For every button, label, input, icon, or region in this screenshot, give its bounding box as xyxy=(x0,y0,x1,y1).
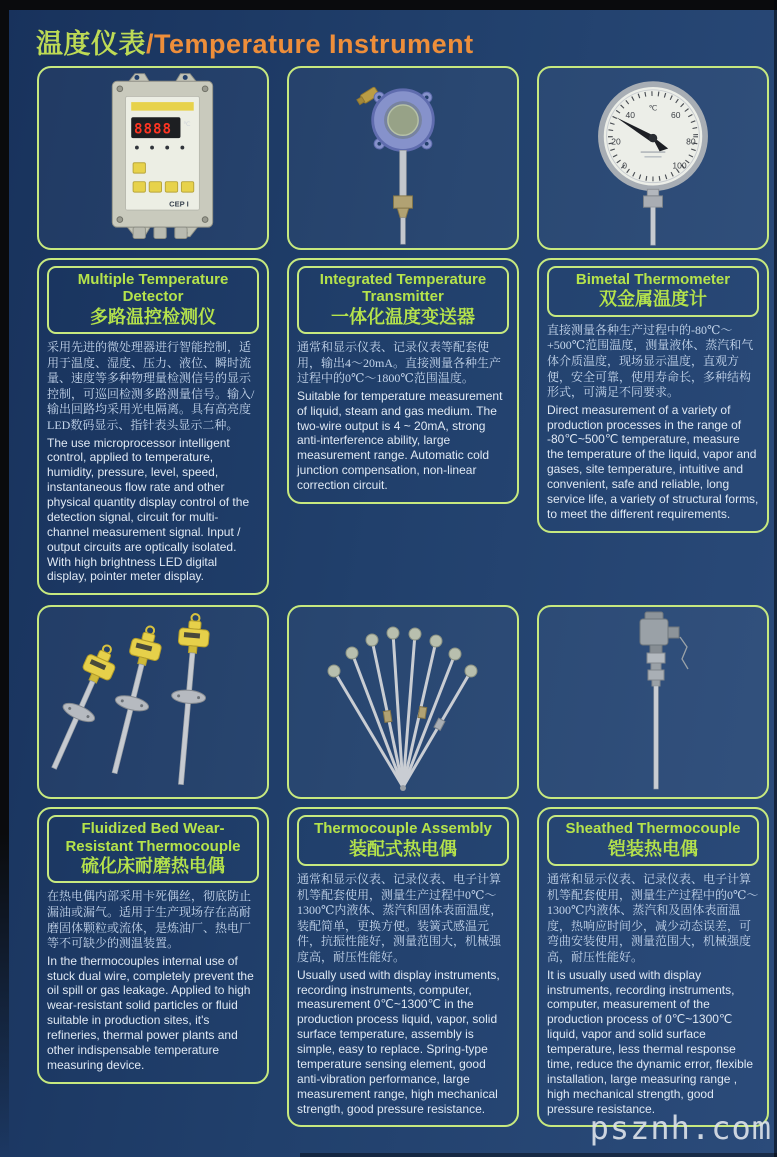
controller-cable-glands xyxy=(133,227,187,238)
svg-text:20: 20 xyxy=(611,136,621,147)
product-desc-en: Direct measurement of a variety of production processes in the range of -80℃~500℃ temperature, measure the temperature of the liquid, vapor and gases, site temperature, intuitive and convenient, safe and reliable, long service life, a variety of structural forms, to meet the different requirements. xyxy=(547,402,759,521)
product-info xyxy=(287,258,519,504)
union-nut xyxy=(647,653,665,663)
product-title-box xyxy=(47,266,259,334)
product-grid xyxy=(37,66,769,1127)
probe-heads xyxy=(328,627,477,677)
transmitter-display-window xyxy=(388,105,418,135)
thermometer-neck xyxy=(647,189,658,196)
thermometer-stem xyxy=(651,207,656,245)
product-card-thermocouple-assembly xyxy=(287,605,519,1127)
transmitter-thread xyxy=(397,208,408,217)
controller-front-panel xyxy=(126,96,200,210)
product-info xyxy=(537,258,769,533)
product-desc-zh: 通常和显示仪表、记录仪表、电子计算机等配套使用，测量生产过程中的0℃～1300℃内液体、蒸汽和及固体表面温度，热响应时间少，减少动态误差，可弯曲安装使用，测量范围大，机械强度高，耐压性能好。 xyxy=(547,872,759,965)
product-desc-zh: 通常和显示仪表、记录仪表等配套使用，输出4～20mA。直接测量各种生产过程中的0℃～1800℃范围温度。 xyxy=(297,340,502,386)
product-desc-zh: 采用先进的微处理器进行智能控制，适用于温度、湿度、压力、液位、瞬时流量、速度等多种物理量检测信号的显示控制，可巡回检测多路测量信号。输入/输出回路均采用光电隔离。具有高亮度LED数码显示、指针表头显示二种。 xyxy=(47,340,255,432)
bimetal-thermometer-illustration xyxy=(539,68,767,248)
product-desc-en: Suitable for temperature measurement of liquid, steam and gas medium. The two-wire output is 4 ~ 20mA, strong anti-interference ability, large measurement range. Automatic cold junction compensation, non-linear correction circuit. xyxy=(297,388,503,493)
product-info xyxy=(287,807,519,1127)
page-title-zh: 温度仪表 xyxy=(36,29,146,59)
hex-fitting xyxy=(648,670,664,680)
dial-unit: ℃ xyxy=(648,103,658,113)
svg-text:80: 80 xyxy=(686,136,696,147)
product-desc-zh: 直接测量各种生产过程中的-80℃～+500℃范围温度，测量液体、蒸汽和气体介质温度，现场显示温度，直观方便，安全可靠，使用寿命长，多种结构形式，可满足不同要求。 xyxy=(547,322,754,400)
product-photo-box xyxy=(537,605,769,799)
svg-text:0: 0 xyxy=(622,160,627,171)
product-title-en: Bimetal Thermometer xyxy=(575,271,731,288)
product-info xyxy=(37,807,269,1083)
neck xyxy=(650,645,662,653)
product-photo-box xyxy=(537,66,769,250)
scan-edge-bottom xyxy=(300,1153,777,1157)
watermark: psznh.com xyxy=(589,1109,772,1147)
thermocouple-fan-illustration xyxy=(289,607,517,797)
controller-display-unit: ℃ xyxy=(183,120,191,128)
product-desc-en: It is usually used with display instruments, recording instruments, computer, measurement of the production process of 0℃~1300℃ liquid, vapor and solid surface temperature, less thermal response time, reduce the dynamic error, flexible installation, large measuring range , high mechanical strength, good pressure resistance. xyxy=(547,967,754,1116)
product-title-box xyxy=(547,815,759,866)
thermometer-hex-fitting xyxy=(644,196,663,207)
product-title-en: Integrated Temperature Transmitter xyxy=(319,271,487,306)
product-desc-zh: 通常和显示仪表、记录仪表、电子计算机等配套使用，测量生产过程中0℃～1300℃内液体、蒸汽和固体表面温度，装配简单，更换方便。装簧式感温元件，抗振性能好，测量范围大，机械强度高，耐压性能好。 xyxy=(297,872,503,965)
spacer xyxy=(651,663,661,670)
product-info xyxy=(537,807,769,1127)
product-title-box xyxy=(297,815,509,866)
svg-text:60: 60 xyxy=(670,110,681,121)
probe-fittings xyxy=(383,707,445,731)
yellow-probe-right xyxy=(164,613,213,786)
product-photo-box xyxy=(37,605,269,799)
product-desc-zh: 在热电偶内部采用卡死偶丝，彻底防止漏油或漏气。适用于生产现场存在高耐磨固体颗粒或流体，是炼油厂、热电厂等不可缺少的测温装置。 xyxy=(47,889,252,951)
product-photo-box xyxy=(287,605,519,799)
product-card-multiple-temperature-detector xyxy=(37,66,269,595)
controller-display-digits: 8888 xyxy=(134,121,173,138)
terminal-box xyxy=(668,627,679,638)
page-title-en: /Temperature Instrument xyxy=(146,29,474,59)
product-title-zh: 多路温控检测仪 xyxy=(90,306,216,327)
transmitter-hex-nut xyxy=(394,196,413,208)
product-desc-en: The use microprocessor intelligent control, applied to temperature, humidity, pressure, level, speed, instantaneous flow rate and other physical quantity display control of the detection signal, circuit for multi-channel measurement signal. Input / output circuits are optically isolated. With high brightness LED digital display, pointer meter display. xyxy=(47,435,250,584)
product-title-en: Thermocouple Assembly xyxy=(314,820,492,838)
product-photo-box xyxy=(287,66,519,250)
thermocouple-chain xyxy=(680,637,688,669)
thermocouple-head xyxy=(640,619,668,645)
product-desc-en: In the thermocouples internal use of stuck dual wire, completely prevent the oil spill or gas leakage. Applied to high wear-resistant solid particles or fluid suitable in production sites, it's refineries, thermal power plants and other indispensable temperature measuring device. xyxy=(47,953,254,1072)
yellow-probe-left xyxy=(39,639,124,775)
product-title-box xyxy=(547,266,759,317)
product-title-zh: 双金属温度计 xyxy=(599,289,707,310)
page-title xyxy=(36,22,474,61)
product-card-fluidized-bed-thermocouple xyxy=(37,605,269,1083)
flanged-thermocouples-illustration xyxy=(39,607,267,797)
controller-logo: CEP I xyxy=(169,199,189,209)
controller-set-button xyxy=(133,163,145,173)
product-title-box xyxy=(297,266,509,334)
transmitter-stem-upper xyxy=(400,150,407,195)
product-card-integrated-temperature-transmitter xyxy=(287,66,519,504)
collar xyxy=(652,680,660,686)
product-title-en: Multiple Temperature Detector xyxy=(77,271,229,306)
product-title-zh: 铠装热电偶 xyxy=(608,838,698,859)
svg-text:100: 100 xyxy=(672,160,687,171)
controller-label-strip xyxy=(131,102,194,111)
sheathed-stem xyxy=(654,686,659,789)
product-title-zh: 装配式热电偶 xyxy=(349,838,457,859)
scan-edge-left xyxy=(0,0,9,1157)
probe-tips-convergence xyxy=(400,785,406,791)
product-card-bimetal-thermometer xyxy=(537,66,769,533)
product-title-en: Sheathed Thermocouple xyxy=(565,820,741,838)
product-title-en: Fluidized Bed Wear-Resistant Thermocouple xyxy=(65,820,241,855)
product-desc-en: Usually used with display instruments, recording instruments, computer, measurement 0℃~1300℃ in the production process liquid, vapor, solid surface temperature, assembly is simple, easy to replace. Spring-type temperature sensing element, good anti-vibration performance, large measurement range, high mechanical strength, good pressure resistance. xyxy=(297,967,500,1116)
scan-edge-top xyxy=(0,0,777,10)
product-title-zh: 硫化床耐磨热电偶 xyxy=(81,855,225,876)
sheathed-thermocouple-illustration xyxy=(539,607,767,797)
multichannel-controller-illustration xyxy=(39,68,267,248)
product-title-box xyxy=(47,815,259,883)
transmitter-illustration xyxy=(289,68,517,248)
product-photo-box xyxy=(37,66,269,250)
product-info xyxy=(37,258,269,595)
product-card-sheathed-thermocouple xyxy=(537,605,769,1127)
product-title-zh: 一体化温度变送器 xyxy=(331,306,475,327)
svg-text:40: 40 xyxy=(625,110,636,121)
transmitter-stem-lower xyxy=(401,218,406,245)
